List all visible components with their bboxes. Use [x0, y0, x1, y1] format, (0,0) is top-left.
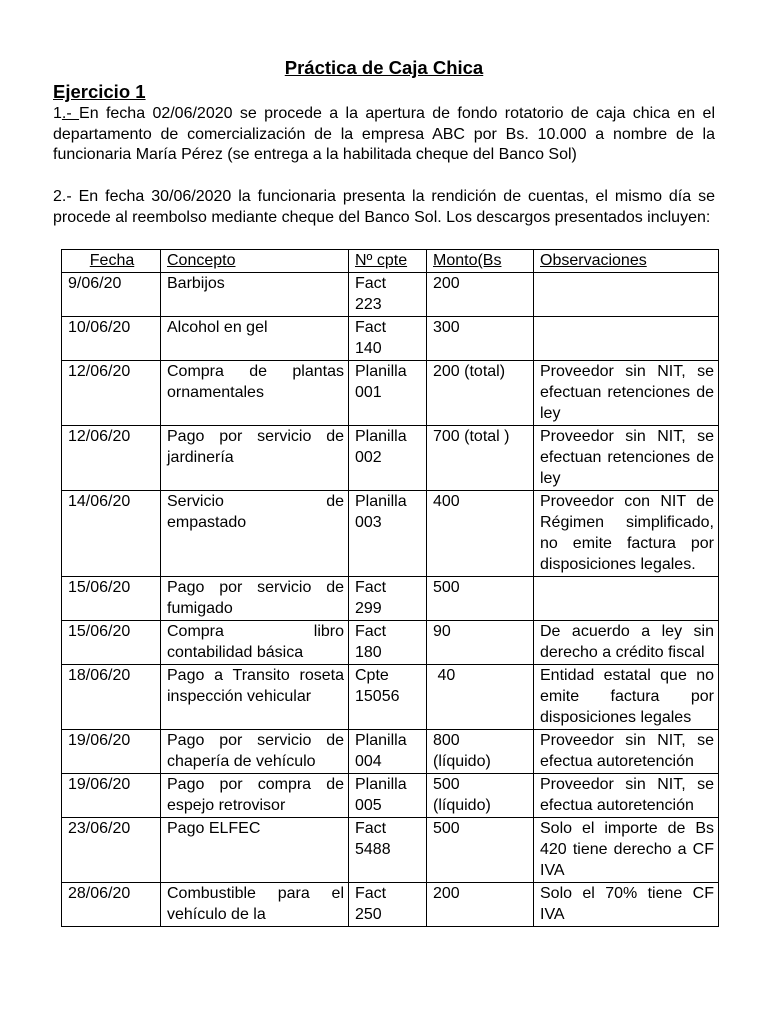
- cell-concepto: Combustible para el vehículo de la: [161, 883, 349, 927]
- cell-monto: 90: [427, 621, 534, 665]
- table-row: [62, 361, 719, 426]
- cell-concepto: Pago por servicio de chapería de vehículo: [161, 730, 349, 774]
- table-row: [62, 577, 719, 621]
- cell-fecha: 15/06/20: [62, 621, 161, 665]
- table-row: [62, 491, 719, 577]
- concepto-line: Servicio de: [167, 493, 344, 510]
- cell-observaciones: De acuerdo a ley sin derecho a crédito fiscal: [534, 621, 719, 665]
- cell-monto: 200: [427, 883, 534, 927]
- cell-cpte: [349, 883, 427, 927]
- cpte-number: 140: [355, 340, 382, 357]
- paragraph-1-marker: .-: [61, 105, 80, 122]
- cell-fecha: 10/06/20: [62, 317, 161, 361]
- cell-concepto: Compra de plantas ornamentales: [161, 361, 349, 426]
- table-row: [62, 730, 719, 774]
- concepto-line: empastado: [167, 514, 247, 531]
- cell-monto: 200: [427, 273, 534, 317]
- cpte-type: Fact: [355, 579, 387, 596]
- monto-amount: 800: [433, 732, 460, 749]
- cell-concepto: [161, 491, 349, 577]
- table-row: [62, 621, 719, 665]
- cpte-type: Cpte: [355, 667, 389, 684]
- descargos-table: [61, 249, 719, 927]
- cpte-number: 223: [355, 296, 382, 313]
- cpte-number: 002: [355, 449, 382, 466]
- cell-observaciones: [534, 273, 719, 317]
- cell-cpte: [349, 818, 427, 883]
- cell-cpte: [349, 665, 427, 730]
- cpte-type: Planilla: [355, 493, 407, 510]
- cell-observaciones: Proveedor sin NIT, se efectua autoretención: [534, 730, 719, 774]
- cell-observaciones: [534, 577, 719, 621]
- cell-fecha: 12/06/20: [62, 361, 161, 426]
- monto-note: (líquido): [433, 797, 491, 814]
- cell-concepto: Barbijos: [161, 273, 349, 317]
- cell-fecha: 19/06/20: [62, 730, 161, 774]
- table-row: [62, 883, 719, 927]
- cell-observaciones: Entidad estatal que no emite factura por disposiciones legales: [534, 665, 719, 730]
- cell-fecha: 9/06/20: [62, 273, 161, 317]
- table-row: [62, 774, 719, 818]
- cell-fecha: 15/06/20: [62, 577, 161, 621]
- table-row: [62, 426, 719, 491]
- cell-observaciones: Solo el importe de Bs 420 tiene derecho a CF IVA: [534, 818, 719, 883]
- cell-concepto: Alcohol en gel: [161, 317, 349, 361]
- cell-observaciones: Proveedor sin NIT, se efectuan retenciones de ley: [534, 426, 719, 491]
- header-concepto: Concepto: [161, 250, 349, 273]
- cell-concepto: Pago por servicio de fumigado: [161, 577, 349, 621]
- cell-monto: 300: [427, 317, 534, 361]
- cell-monto: [427, 774, 534, 818]
- table-row: [62, 317, 719, 361]
- cell-concepto: Pago a Transito roseta inspección vehicular: [161, 665, 349, 730]
- cell-concepto: Pago por servicio de jardinería: [161, 426, 349, 491]
- cell-observaciones: Solo el 70% tiene CF IVA: [534, 883, 719, 927]
- table-row: [62, 818, 719, 883]
- cell-cpte: [349, 774, 427, 818]
- table-header-row: [62, 250, 719, 273]
- cpte-number: 180: [355, 644, 382, 661]
- cpte-number: 001: [355, 384, 382, 401]
- cell-fecha: 28/06/20: [62, 883, 161, 927]
- cpte-type: Fact: [355, 275, 387, 292]
- cell-observaciones: Proveedor con NIT de Régimen simplificado, no emite factura por disposiciones legales.: [534, 491, 719, 577]
- cell-fecha: 19/06/20: [62, 774, 161, 818]
- cell-observaciones: Proveedor sin NIT, se efectuan retenciones de ley: [534, 361, 719, 426]
- cell-concepto: Compra libro contabilidad básica: [161, 621, 349, 665]
- cell-monto: 200 (total): [427, 361, 534, 426]
- cell-fecha: 23/06/20: [62, 818, 161, 883]
- paragraph-2: 2.- En fecha 30/06/2020 la funcionaria presenta la rendición de cuentas, el mismo día se procede al reembolso mediante cheque del Banco Sol. Los descargos presentados incluyen:: [53, 188, 715, 226]
- header-cpte: Nº cpte: [349, 250, 427, 273]
- cpte-type: Fact: [355, 319, 387, 336]
- cell-monto: 700 (total ): [427, 426, 534, 491]
- cell-monto: 400: [427, 491, 534, 577]
- cell-fecha: 18/06/20: [62, 665, 161, 730]
- cpte-type: Planilla: [355, 363, 407, 380]
- cpte-number: 15056: [355, 688, 400, 705]
- cpte-number: 250: [355, 906, 382, 923]
- cell-monto: [427, 730, 534, 774]
- cell-cpte: [349, 491, 427, 577]
- table-row: [62, 665, 719, 730]
- cell-observaciones: Proveedor sin NIT, se efectua autoretención: [534, 774, 719, 818]
- cell-monto: 500: [427, 818, 534, 883]
- cpte-type: Planilla: [355, 732, 407, 749]
- cpte-type: Planilla: [355, 776, 407, 793]
- cell-cpte: [349, 317, 427, 361]
- header-monto: Monto(Bs: [427, 250, 534, 273]
- cpte-number: 004: [355, 753, 382, 770]
- cell-cpte: [349, 577, 427, 621]
- paragraph-1-text: En fecha 02/06/2020 se procede a la apertura de fondo rotatorio de caja chica en el departamento de comercialización de la empresa ABC por Bs. 10.000 a nombre de la funcionaria María Pérez (se entrega a la habilitada cheque del Banco Sol): [53, 105, 715, 163]
- table-row: [62, 273, 719, 317]
- cpte-number: 005: [355, 797, 382, 814]
- document-title: Práctica de Caja Chica: [284, 57, 484, 78]
- cell-concepto: Pago ELFEC: [161, 818, 349, 883]
- cell-cpte: [349, 273, 427, 317]
- cpte-number: 5488: [355, 841, 391, 858]
- cpte-type: Fact: [355, 820, 387, 837]
- cell-fecha: 12/06/20: [62, 426, 161, 491]
- cell-cpte: [349, 426, 427, 491]
- cell-concepto: Pago por compra de espejo retrovisor: [161, 774, 349, 818]
- header-observaciones: Observaciones: [534, 250, 719, 273]
- cpte-type: Planilla: [355, 428, 407, 445]
- cpte-type: Fact: [355, 885, 387, 902]
- monto-note: (líquido): [433, 753, 491, 770]
- cell-monto: 500: [427, 577, 534, 621]
- cell-cpte: [349, 621, 427, 665]
- cell-cpte: [349, 730, 427, 774]
- cpte-type: Fact: [355, 623, 387, 640]
- paragraph-1: [53, 104, 715, 166]
- cell-fecha: 14/06/20: [62, 491, 161, 577]
- cpte-number: 299: [355, 600, 382, 617]
- paragraph-1-number: 1: [53, 105, 62, 122]
- header-fecha: Fecha: [62, 250, 161, 273]
- cell-cpte: [349, 361, 427, 426]
- exercise-heading: Ejercicio 1: [53, 81, 146, 102]
- cell-observaciones: [534, 317, 719, 361]
- cell-monto: 40: [427, 665, 534, 730]
- cpte-number: 003: [355, 514, 382, 531]
- monto-amount: 500: [433, 776, 460, 793]
